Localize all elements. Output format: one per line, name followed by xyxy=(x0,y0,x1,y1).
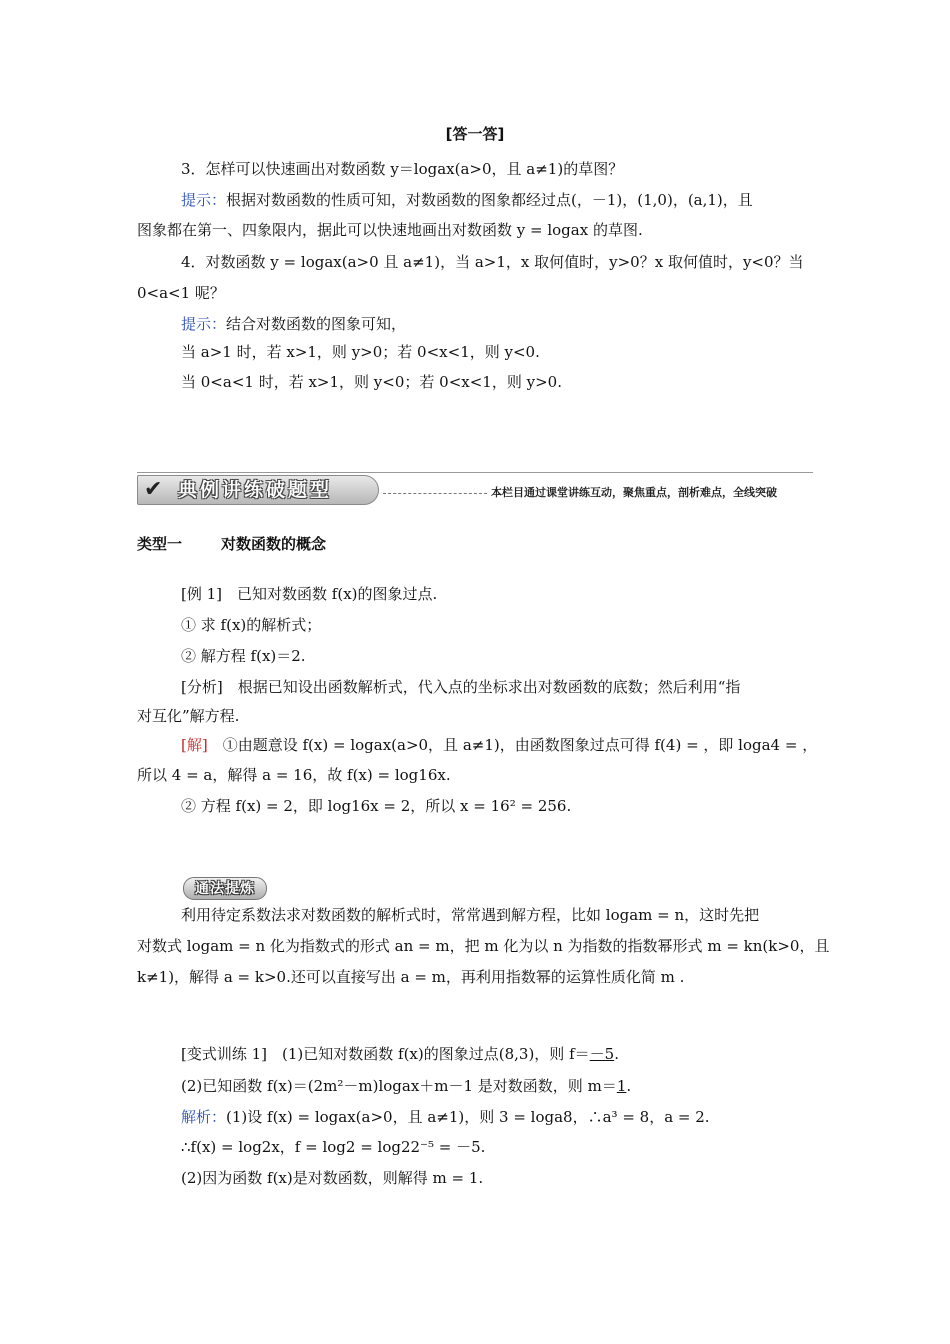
practice-solution-text: (1)设 f(x) = logax(a>0，且 a≠1)，则 3 = loga8，∴a³ = 8，a = 2. xyxy=(226,1108,710,1126)
checkmark-icon: ✔ xyxy=(144,477,163,502)
practice-line-1 xyxy=(181,1044,619,1064)
analysis-text: 根据已知设出函数解析式，代入点的坐标求出对数函数的底数；然后利用“指 xyxy=(237,678,741,696)
solution-label: [解] xyxy=(181,736,208,754)
example-line-1: [例 1] 已知对数函数 f(x)的图象过点. xyxy=(181,585,438,603)
type-label: 类型一 xyxy=(137,535,183,553)
solution-line-1 xyxy=(181,735,817,755)
practice-solution-line-1 xyxy=(181,1107,710,1127)
analysis-label: [分析] xyxy=(181,678,223,696)
method-badge xyxy=(183,877,267,900)
practice-solution-line-3: (2)因为函数 f(x)是对数函数，则解得 m = 1. xyxy=(181,1169,484,1187)
section-banner xyxy=(137,472,813,506)
hint-label: 提示： xyxy=(181,191,227,209)
answer-3-line-1 xyxy=(181,190,753,210)
solution-text: ①由题意设 f(x) = logax(a>0，且 a≠1)，由函数图象过点可得 f(4) = ，即 loga4 = ， xyxy=(222,736,818,754)
question-4-line-2: 0<a<1 呢？ xyxy=(137,284,225,302)
solution-line-2: 所以 4 = a，解得 a = 16，故 f(x) = log16x. xyxy=(137,766,451,784)
practice-line-2 xyxy=(181,1076,631,1096)
method-line-2: 对数式 logam = n 化为指数式的形式 an = m，把 m 化为以 n 为指数的指数幂形式 m = kn(k>0，且 xyxy=(137,937,830,955)
punctuation: . xyxy=(626,1077,632,1095)
banner-dash-divider xyxy=(383,493,487,494)
method-badge-label: 通法提炼 xyxy=(195,881,255,897)
question-4-line-1: 4．对数函数 y = logax(a>0 且 a≠1)，当 a>1，x 取何值时，y>0？x 取何值时，y<0？当 xyxy=(181,253,804,271)
solution-line-3: ② 方程 f(x) = 2，即 log16x = 2，所以 x = 16² = 256. xyxy=(181,797,572,815)
method-line-3: k≠1)，解得 a = k>0.还可以直接写出 a = m，再利用指数幂的运算性质化简 m . xyxy=(137,968,685,986)
answer-4-line-1 xyxy=(181,314,406,334)
answer-4-line-2: 当 a>1 时，若 x>1，则 y>0；若 0<x<1，则 y<0. xyxy=(181,343,540,361)
banner-rule xyxy=(137,472,813,473)
banner-note: 本栏目通过课堂讲练互动，聚焦重点，剖析难点，全线突破 xyxy=(491,486,777,499)
question-3: 3．怎样可以快速画出对数函数 y＝logax(a>0，且 a≠1)的草图？ xyxy=(181,160,624,178)
example-line-2: ① 求 f(x)的解析式； xyxy=(181,616,322,634)
practice-q2: (2)已知函数 f(x)＝(2m²－m)logax＋m－1 是对数函数，则 m＝ xyxy=(181,1077,617,1095)
practice-solution-line-2: ∴f(x) = log2x，f = log2 = log22⁻⁵ = －5. xyxy=(181,1138,486,1156)
method-line-1: 利用待定系数法求对数函数的解析式时，常常遇到解方程，比如 logam = n，这时先把 xyxy=(181,906,760,924)
hint-label: 提示： xyxy=(181,315,227,333)
banner-title: 典例讲练破题型 xyxy=(178,479,333,501)
analysis-line-2: 对互化”解方程. xyxy=(137,707,240,725)
practice-q1: [变式训练 1] (1)已知对数函数 f(x)的图象过点(8,3)，则 f＝ xyxy=(181,1045,590,1063)
type-title: 对数函数的概念 xyxy=(221,535,327,553)
practice-solution-label: 解析： xyxy=(181,1108,227,1126)
answer-3-text: 根据对数函数的性质可知，对数函数的图象都经过点(，－1)，(1,0)，(a,1)，且 xyxy=(226,191,753,209)
analysis-line-1 xyxy=(181,677,740,697)
answer-4-text: 结合对数函数的图象可知， xyxy=(226,315,407,333)
qa-heading: [答一答] xyxy=(445,125,505,143)
practice-answer-2: 1 xyxy=(616,1077,627,1095)
banner-bar xyxy=(137,475,379,505)
punctuation: . xyxy=(614,1045,619,1063)
practice-answer-1: －5 xyxy=(589,1045,615,1063)
answer-4-line-3: 当 0<a<1 时，若 x>1，则 y<0；若 0<x<1，则 y>0. xyxy=(181,373,562,391)
answer-3-line-2: 图象都在第一、四象限内，据此可以快速地画出对数函数 y = logax 的草图. xyxy=(137,221,643,239)
example-line-3: ② 解方程 f(x)＝2. xyxy=(181,647,306,665)
